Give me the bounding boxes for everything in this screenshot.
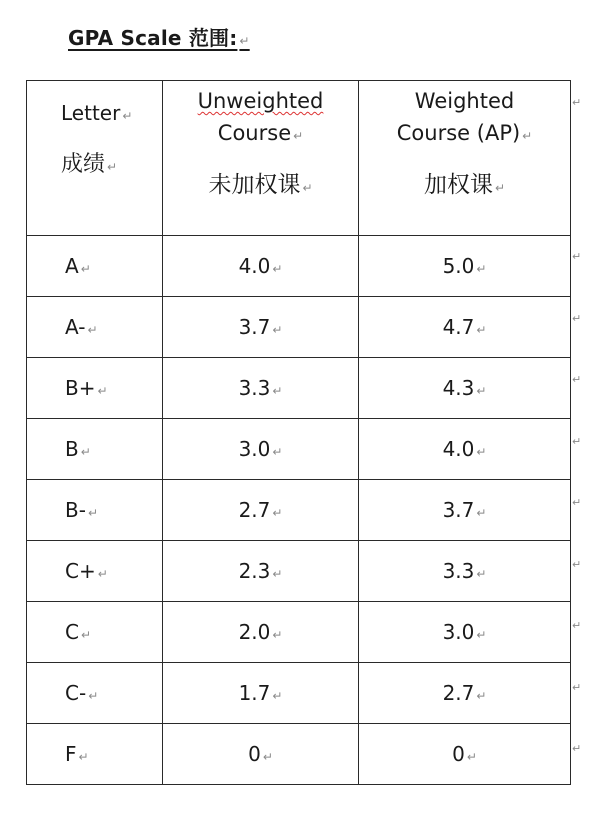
row-end-mark-icon: ↵ [572,96,582,109]
unweighted-value: 3.7 [238,315,271,339]
letter-grade: C+ [65,559,96,583]
header-unweighted-cell [163,81,359,236]
paragraph-mark-icon: ↵ [107,160,118,174]
header-weighted-cell [359,81,571,236]
weighted-value: 4.3 [442,376,475,400]
paragraph-mark-icon: ↵ [88,689,99,703]
table-row [27,297,571,358]
row-end-mark-icon: ↵ [572,250,582,263]
paragraph-mark-icon: ↵ [476,506,487,520]
header-weighted-line1: Weighted [414,89,515,113]
paragraph-mark-icon: ↵ [97,567,108,581]
paragraph-mark-icon: ↵ [272,567,283,581]
weighted-value: 4.7 [442,315,475,339]
weighted-value: 0 [452,742,465,766]
unweighted-value: 1.7 [238,681,271,705]
letter-grade: A- [65,315,86,339]
letter-grade: A [65,254,79,278]
gpa-scale-table [26,80,571,785]
paragraph-mark-icon: ↵ [476,567,487,581]
row-end-mark-icon: ↵ [572,435,582,448]
unweighted-value: 3.0 [238,437,271,461]
paragraph-mark-icon: ↵ [239,34,250,48]
header-weighted-line2: Course (AP) [396,121,521,145]
page-title [68,22,250,51]
unweighted-value: 2.3 [238,559,271,583]
table-row [27,480,571,541]
paragraph-mark-icon: ↵ [476,384,487,398]
row-end-mark-icon: ↵ [572,742,582,755]
paragraph-mark-icon: ↵ [78,750,89,764]
weighted-value: 3.0 [442,620,475,644]
weighted-value: 3.7 [442,498,475,522]
paragraph-mark-icon: ↵ [476,323,487,337]
paragraph-mark-icon: ↵ [476,445,487,459]
header-unweighted-cn: 未加权课 [208,172,301,198]
weighted-value: 2.7 [442,681,475,705]
paragraph-mark-icon: ↵ [87,323,98,337]
paragraph-mark-icon: ↵ [466,750,477,764]
paragraph-mark-icon: ↵ [494,181,506,195]
letter-grade: B- [65,498,86,522]
paragraph-mark-icon: ↵ [272,323,283,337]
paragraph-mark-icon: ↵ [272,506,283,520]
table-row [27,663,571,724]
letter-grade: B+ [65,376,96,400]
weighted-value: 5.0 [442,254,475,278]
table-row [27,236,571,297]
unweighted-value: 3.3 [238,376,271,400]
table-row [27,541,571,602]
paragraph-mark-icon: ↵ [80,262,91,276]
letter-grade: F [65,742,77,766]
letter-grade: C [65,620,79,644]
unweighted-value: 0 [248,742,261,766]
paragraph-mark-icon: ↵ [272,628,283,642]
paragraph-mark-icon: ↵ [476,628,487,642]
header-unweighted-line2: Course [217,121,292,145]
table-row [27,358,571,419]
row-end-mark-icon: ↵ [572,312,582,325]
paragraph-mark-icon: ↵ [476,262,487,276]
paragraph-mark-icon: ↵ [272,262,283,276]
paragraph-mark-icon: ↵ [97,384,108,398]
table-row [27,419,571,480]
paragraph-mark-icon: ↵ [522,129,533,143]
paragraph-mark-icon: ↵ [122,109,133,123]
row-end-mark-icon: ↵ [572,619,582,632]
header-unweighted-line1: Unweighted [197,89,324,113]
title-text: GPA Scale 范围: [68,26,238,50]
weighted-value: 3.3 [442,559,475,583]
letter-grade: C- [65,681,87,705]
table-row [27,602,571,663]
paragraph-mark-icon: ↵ [80,445,91,459]
paragraph-mark-icon: ↵ [87,506,98,520]
weighted-value: 4.0 [442,437,475,461]
table-header-row [27,81,571,236]
header-letter-en: Letter [61,101,121,125]
unweighted-value: 2.7 [238,498,271,522]
paragraph-mark-icon: ↵ [80,628,92,642]
row-end-mark-icon: ↵ [572,373,582,386]
paragraph-mark-icon: ↵ [262,750,273,764]
row-end-mark-icon: ↵ [572,496,582,509]
header-letter-cn: 成绩 [61,152,106,177]
unweighted-value: 4.0 [238,254,271,278]
paragraph-mark-icon: ↵ [293,129,304,143]
letter-grade: B [65,437,79,461]
paragraph-mark-icon: ↵ [272,445,283,459]
row-end-mark-icon: ↵ [572,558,582,571]
paragraph-mark-icon: ↵ [272,689,283,703]
table-row [27,724,571,785]
paragraph-mark-icon: ↵ [476,689,487,703]
row-end-mark-icon: ↵ [572,681,582,694]
paragraph-mark-icon: ↵ [272,384,283,398]
unweighted-value: 2.0 [238,620,271,644]
paragraph-mark-icon: ↵ [302,181,313,195]
header-letter-cell [27,81,163,236]
header-weighted-cn: 加权课 [423,172,493,198]
